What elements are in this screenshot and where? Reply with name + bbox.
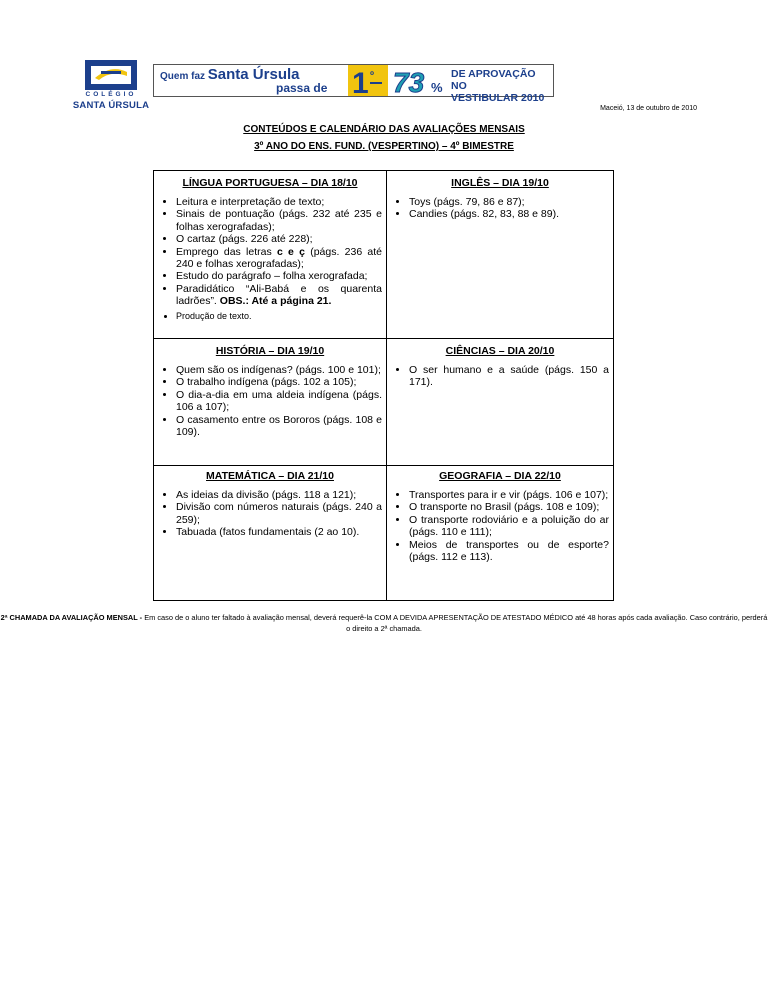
subject-list-matematica [158, 489, 382, 539]
list-item: • O cartaz (págs. 226 até 228); [176, 233, 382, 245]
list-item: • Leitura e interpretação de texto; [176, 196, 382, 208]
subject-list-portugues [158, 196, 382, 322]
list-item: • Tabuada (fatos fundamentais (2 ao 10). [176, 526, 382, 538]
first-place-icon [348, 65, 388, 96]
obs-note: OBS.: Até a página 21. [219, 295, 332, 308]
list-item: • Transportes para ir e vir (págs. 106 e 107); [409, 489, 609, 501]
list-item: • Sinais de pontuação (págs. 232 até 235 e folhas xerografadas); [176, 208, 382, 233]
list-item: • O transporte rodoviário e a poluição do ar (págs. 110 e 111); [409, 514, 609, 539]
list-item: • Quem são os indígenas? (págs. 100 e 101); [176, 364, 382, 376]
subject-cell-ciencias [387, 339, 613, 389]
list-item-emphasis: c e ç [276, 245, 305, 258]
subject-title-ingles: INGLÊS – DIA 19/10 [451, 177, 549, 189]
list-item: • O transporte no Brasil (págs. 108 e 109); [409, 501, 609, 513]
subject-cell-ingles [387, 171, 613, 221]
list-item-text: Emprego das letras [176, 245, 277, 258]
banner-part3: passa de [276, 81, 328, 95]
list-item: • Candies (págs. 82, 83, 88 e 89). [409, 208, 609, 220]
subject-title-ciencias: CIÊNCIAS – DIA 20/10 [445, 345, 555, 357]
logo-emblem-icon [85, 60, 137, 90]
percent-badge-icon [391, 65, 447, 96]
schedule-table [153, 170, 614, 601]
second-call-note [0, 612, 768, 634]
list-item [176, 283, 382, 308]
svg-text:º: º [370, 70, 375, 82]
school-logo [70, 60, 152, 112]
banner-approval-line1: DE APROVAÇÃO NO [451, 68, 536, 92]
list-item: • Estudo do parágrafo – folha xerografada; [176, 270, 382, 282]
list-item: • As ideias da divisão (págs. 118 a 121); [176, 489, 382, 501]
subject-cell-matematica [154, 466, 386, 539]
subject-list-historia [158, 364, 382, 438]
subject-cell-geografia [387, 466, 613, 563]
document-date: Maceió, 13 de outubro de 2010 [600, 105, 697, 112]
list-item [176, 246, 382, 271]
list-item: • O dia-a-dia em uma aldeia indígena (págs. 106 a 107); [176, 389, 382, 414]
subject-cell-historia [154, 339, 386, 438]
banner-part2: Santa Úrsula [207, 66, 300, 83]
banner-part1: Quem faz [160, 71, 206, 82]
banner-approval-line2: VESTIBULAR 2010 [451, 92, 545, 104]
logo-subtitle: COLÉGIO [85, 91, 137, 98]
list-item: • O ser humano e a saúde (págs. 150 a 171). [409, 364, 609, 389]
svg-text:1: 1 [352, 67, 369, 96]
list-item: • Divisão com números naturais (págs. 240 a 259); [176, 501, 382, 526]
subject-list-ingles [391, 196, 609, 221]
list-item: • O casamento entre os Bororos (págs. 108 e 109). [176, 414, 382, 439]
subject-cell-portugues [154, 171, 386, 322]
subject-list-ciencias [391, 364, 609, 389]
list-item: • Meios de transportes ou de esporte? (págs. 112 e 113). [409, 539, 609, 564]
second-call-label: 2ª CHAMADA DA AVALIAÇÃO MENSAL - [0, 613, 143, 622]
document-title: CONTEÚDOS E CALENDÁRIO DAS AVALIAÇÕES MENSAIS [243, 124, 525, 135]
subject-title-matematica: MATEMÁTICA – DIA 21/10 [206, 470, 334, 482]
subject-list-geografia [391, 489, 609, 563]
list-item: • Produção de texto. [176, 310, 382, 322]
subject-title-historia: HISTÓRIA – DIA 19/10 [215, 345, 325, 357]
banner-approval [451, 68, 553, 104]
second-call-text: Em caso de o aluno ter faltado à avaliação mensal, deverá requerê-la COM A DEVIDA APRESENTAÇÃO DE ATESTADO MÉDICO até 48 horas após cada avaliação. Caso contrário, perderá o direito a 2ª chamada. [142, 613, 768, 633]
list-item: • O trabalho indígena (págs. 102 a 105); [176, 376, 382, 388]
approval-banner [153, 64, 554, 104]
svg-text:73: 73 [393, 67, 425, 96]
document-subtitle: 3º ANO DO ENS. FUND. (VESPERTINO) – 4º BIMESTRE [254, 141, 514, 152]
list-item-text: (págs. 236 até 240 e folhas xerografadas); [176, 245, 382, 271]
list-item: • Toys (págs. 79, 86 e 87); [409, 196, 609, 208]
svg-text:%: % [431, 80, 443, 95]
subject-title-geografia: GEOGRAFIA – DIA 22/10 [439, 470, 561, 482]
logo-name: SANTA ÚRSULA [72, 100, 150, 111]
list-item-text: Paradidático “Ali-Babá e os quarenta ladrões”. [176, 282, 382, 308]
subject-title-portugues: LÍNGUA PORTUGUESA – DIA 18/10 [182, 177, 358, 189]
